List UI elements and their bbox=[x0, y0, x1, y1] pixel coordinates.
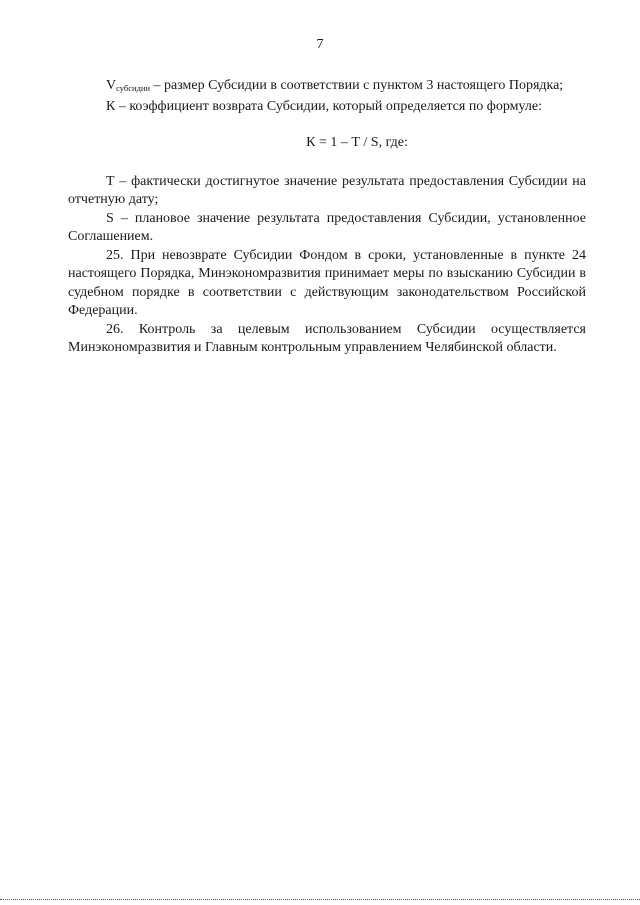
paragraph-s-definition: S – плановое значение результата предоставления Субсидии, установленное Соглашением. bbox=[68, 210, 586, 244]
v-subscript: субсидии bbox=[116, 83, 150, 93]
scan-edge-line bbox=[0, 899, 640, 900]
paragraph-t-definition: Т – фактически достигнутое значение результата предоставления Субсидии на отчетную дату; bbox=[68, 173, 586, 207]
paragraph-25: 25. При невозврате Субсидии Фондом в сроки, установленные в пункте 24 настоящего Порядка, Минэкономразвития принимает меры по взысканию Субсидии в судебном порядке в соответствии с действующим законодательством Российской Федерации. bbox=[68, 247, 586, 318]
paragraph-26: 26. Контроль за целевым использованием Субсидии осуществляется Минэкономразвития и Главным контрольным управлением Челябинской области. bbox=[68, 321, 586, 355]
v-symbol: V bbox=[106, 78, 117, 93]
paragraph-k-definition: К – коэффициент возврата Субсидии, который определяется по формуле: bbox=[106, 98, 543, 114]
paragraph-v-definition bbox=[68, 77, 586, 98]
v-definition-text: – размер Субсидии в соответствии с пунктом 3 настоящего Порядка; bbox=[150, 78, 564, 93]
formula: К = 1 – Т / S, где: bbox=[306, 135, 408, 150]
page-number: 7 bbox=[316, 37, 324, 52]
document-body bbox=[68, 77, 586, 358]
